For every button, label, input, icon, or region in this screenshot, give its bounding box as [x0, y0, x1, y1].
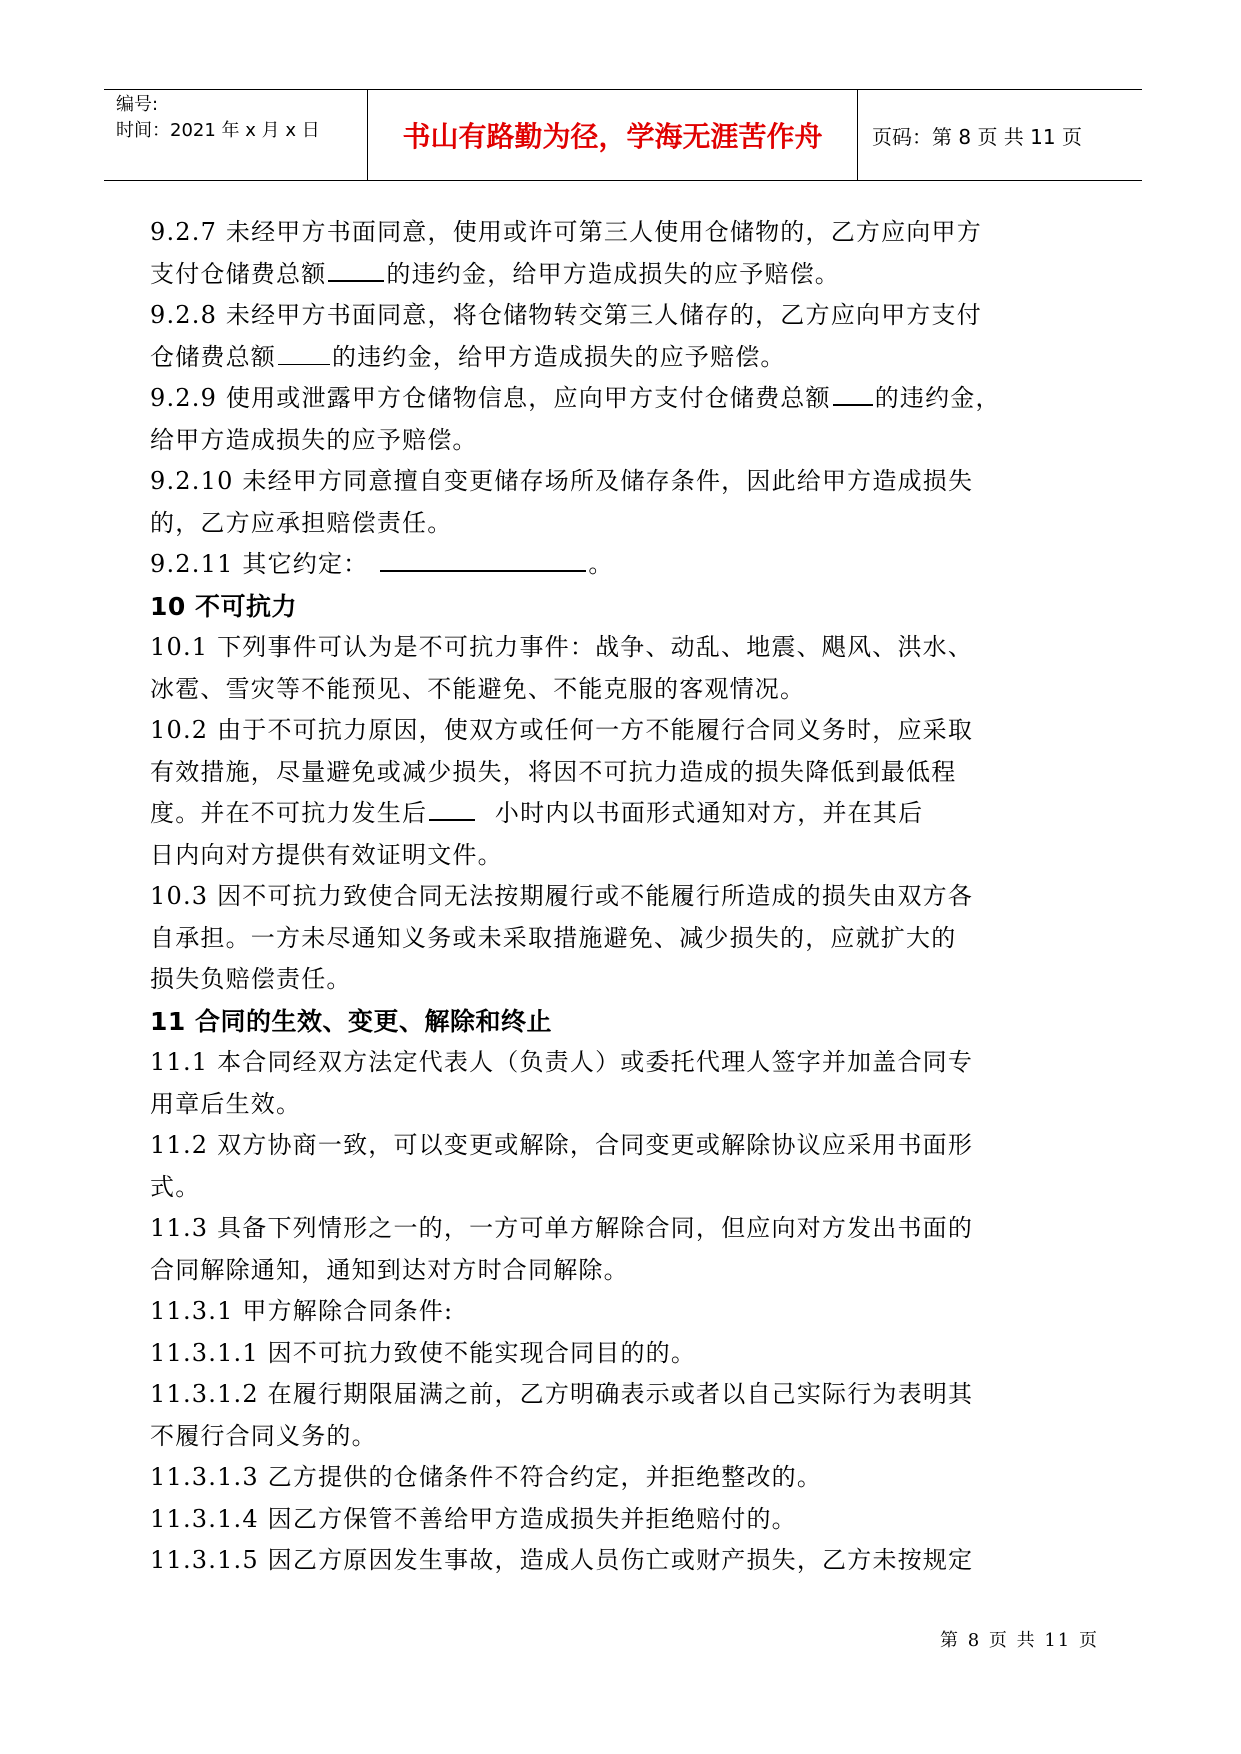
page-header: [104, 89, 1142, 181]
clause-10-1: 10.1 下列事件可认为是不可抗力事件：战争、动乱、地震、飓风、洪水、 冰雹、雪灾等不能预见、不能避免、不能克服的客观情况。: [150, 633, 974, 703]
header-motto: 书山有路勤为径，学海无涯苦作舟: [368, 90, 858, 180]
page-footer: 第 8 页 共 11 页: [940, 1630, 1099, 1651]
clause-9-2-11: 9.2.11 其它约定： 。: [150, 544, 1110, 586]
header-meta: [104, 90, 368, 180]
fill-blank[interactable]: [328, 256, 384, 282]
fill-blank[interactable]: [380, 546, 586, 572]
clause-11-2: 11.2 双方协商一致，可以变更或解除，合同变更或解除协议应采用书面形 式。: [150, 1131, 974, 1201]
fill-blank[interactable]: [429, 795, 475, 821]
clause-11-3-1-2: 11.3.1.2 在履行期限届满之前，乙方明确表示或者以自己实际行为表明其 不履行合同义务的。: [150, 1380, 974, 1450]
clause-11-3-1-1: 11.3.1.1 因不可抗力致使不能实现合同目的的。: [150, 1338, 697, 1367]
clause-10-2: 10.2 由于不可抗力原因，使双方或任何一方不能履行合同义务时，应采取 有效措施，尽量避免或减少损失，将因不可抗力造成的损失降低到最低程 度。并在不可抗力发生后 小时内以书面形式通知对方，并在其后 日内向对方提供有效证明文件。: [150, 716, 974, 869]
fill-blank[interactable]: [278, 340, 330, 365]
clause-11-3-1: 11.3.1 甲方解除合同条件:: [150, 1297, 454, 1325]
header-page-code: 页码：第 8 页 共 11 页: [872, 124, 1082, 149]
section-11-heading: 11 合同的生效、变更、解除和终止: [150, 1006, 552, 1036]
clause-11-1: 11.1 本合同经双方法定代表人（负责人）或委托代理人签字并加盖合同专 用章后生效。: [150, 1048, 974, 1118]
section-10-heading: 10 不可抗力: [150, 591, 297, 621]
time-label: 时间：2021 年 x 月 x 日: [116, 120, 320, 141]
clause-10-3: 10.3 因不可抗力致使合同无法按期履行或不能履行所造成的损失由双方各 自承担。一方未尽通知义务或未采取措施避免、减少损失的，应就扩大的 损失负赔偿责任。: [150, 882, 974, 993]
doc-number-label: 编号:: [116, 94, 159, 115]
document-body: [150, 212, 1110, 1582]
clause-9-2-8: 9.2.8 未经甲方书面同意，将仓储物转交第三人储存的，乙方应向甲方支付 仓储费总额 的违约金，给甲方造成损失的应予赔偿。: [150, 301, 982, 371]
clause-9-2-9: 9.2.9 使用或泄露甲方仓储物信息，应向甲方支付仓储费总额 的违约金， 给甲方造成损失的应予赔偿。: [150, 378, 1110, 461]
clause-11-3-1-4: 11.3.1.4 因乙方保管不善给甲方造成损失并拒绝赔付的。: [150, 1504, 797, 1533]
fill-blank[interactable]: [833, 380, 873, 406]
clause-11-3-1-5: 11.3.1.5 因乙方原因发生事故，造成人员伤亡或财产损失，乙方未按规定: [150, 1546, 974, 1574]
clause-9-2-7: 9.2.7 未经甲方书面同意，使用或许可第三人使用仓储物的，乙方应向甲方 支付仓储费总额 的违约金，给甲方造成损失的应予赔偿。: [150, 218, 982, 288]
clause-9-2-10: 9.2.10 未经甲方同意擅自变更储存场所及储存条件，因此给甲方造成损失 的，乙方应承担赔偿责任。: [150, 467, 974, 537]
clause-11-3: 11.3 具备下列情形之一的，一方可单方解除合同，但应向对方发出书面的 合同解除通知，通知到达对方时合同解除。: [150, 1214, 974, 1284]
clause-11-3-1-3: 11.3.1.3 乙方提供的仓储条件不符合约定，并拒绝整改的。: [150, 1463, 823, 1491]
